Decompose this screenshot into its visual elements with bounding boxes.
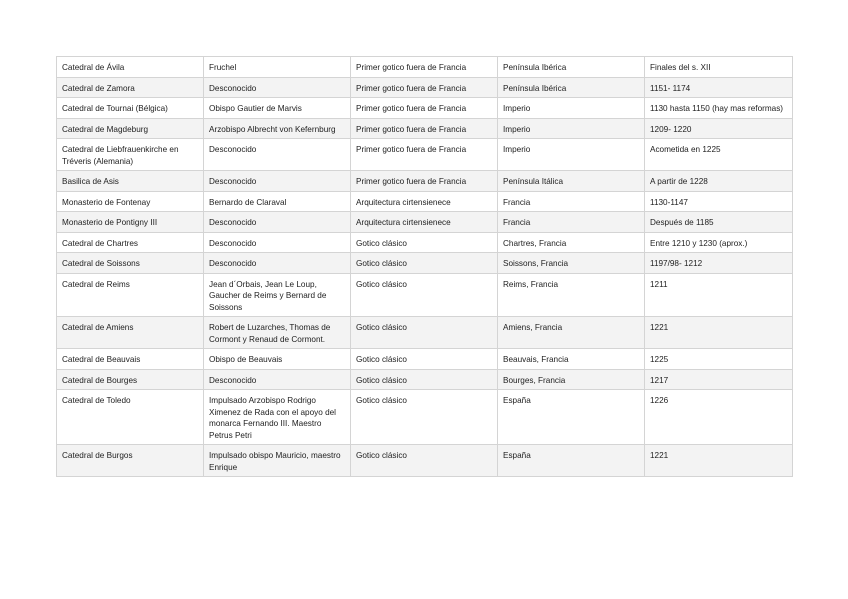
table-cell-date: 1197/98- 1212 <box>645 253 793 274</box>
table-row <box>57 191 793 212</box>
table-row <box>57 77 793 98</box>
table-cell-building: Catedral de Burgos <box>57 445 204 477</box>
table-row <box>57 349 793 370</box>
table-cell-style: Gotico clásico <box>351 369 498 390</box>
table-cell-location: España <box>498 445 645 477</box>
table-cell-date: 1217 <box>645 369 793 390</box>
table-cell-style: Gotico clásico <box>351 390 498 445</box>
table-cell-location: Imperio <box>498 139 645 171</box>
table-cell-location: Francia <box>498 212 645 233</box>
table-cell-style: Arquitectura cirtensienece <box>351 212 498 233</box>
table-row <box>57 98 793 119</box>
table-cell-location: Amiens, Francia <box>498 317 645 349</box>
table-cell-architect: Jean d´Orbais, Jean Le Loup, Gaucher de Reims y Bernard de Soissons <box>204 273 351 317</box>
table-cell-building: Catedral de Chartres <box>57 232 204 253</box>
table-row <box>57 171 793 192</box>
table-cell-architect: Desconocido <box>204 139 351 171</box>
table-cell-architect: Impulsado obispo Mauricio, maestro Enrique <box>204 445 351 477</box>
table-cell-date: 1226 <box>645 390 793 445</box>
table-cell-location: Francia <box>498 191 645 212</box>
table-cell-location: Bourges, Francia <box>498 369 645 390</box>
table-cell-architect: Bernardo de Claraval <box>204 191 351 212</box>
table-cell-architect: Desconocido <box>204 253 351 274</box>
table-cell-style: Gotico clásico <box>351 273 498 317</box>
table-row <box>57 317 793 349</box>
table-cell-style: Primer gotico fuera de Francia <box>351 98 498 119</box>
table-cell-building: Catedral de Bourges <box>57 369 204 390</box>
table-cell-building: Catedral de Tournai (Bélgica) <box>57 98 204 119</box>
table-cell-building: Catedral de Soissons <box>57 253 204 274</box>
table-cell-date: 1221 <box>645 445 793 477</box>
table-cell-architect: Obispo Gautier de Marvis <box>204 98 351 119</box>
cathedrals-table <box>56 56 793 477</box>
table-row <box>57 253 793 274</box>
table-cell-location: Soissons, Francia <box>498 253 645 274</box>
table-cell-date: A partir de 1228 <box>645 171 793 192</box>
table-row <box>57 57 793 78</box>
table-cell-style: Primer gotico fuera de Francia <box>351 139 498 171</box>
table-cell-building: Monasterio de Fontenay <box>57 191 204 212</box>
table-cell-date: 1211 <box>645 273 793 317</box>
table-cell-style: Primer gotico fuera de Francia <box>351 118 498 139</box>
table-cell-style: Gotico clásico <box>351 317 498 349</box>
table-row <box>57 390 793 445</box>
table-row <box>57 139 793 171</box>
table-cell-architect: Desconocido <box>204 212 351 233</box>
table-cell-date: 1151- 1174 <box>645 77 793 98</box>
table-row <box>57 212 793 233</box>
table-cell-building: Catedral de Beauvais <box>57 349 204 370</box>
table-row <box>57 445 793 477</box>
table-cell-style: Gotico clásico <box>351 445 498 477</box>
table-cell-architect: Desconocido <box>204 77 351 98</box>
table-cell-location: Imperio <box>498 118 645 139</box>
table-cell-location: Península Ibérica <box>498 57 645 78</box>
table-cell-location: España <box>498 390 645 445</box>
table-cell-building: Catedral de Ávila <box>57 57 204 78</box>
table-cell-date: 1209- 1220 <box>645 118 793 139</box>
table-cell-building: Basilica de Asis <box>57 171 204 192</box>
table-cell-style: Primer gotico fuera de Francia <box>351 57 498 78</box>
table-cell-architect: Desconocido <box>204 171 351 192</box>
table-cell-architect: Arzobispo Albrecht von Kefernburg <box>204 118 351 139</box>
table-cell-style: Arquitectura cirtensienece <box>351 191 498 212</box>
table-cell-location: Reims, Francia <box>498 273 645 317</box>
table-cell-location: Chartres, Francia <box>498 232 645 253</box>
table-cell-date: Entre 1210 y 1230 (aprox.) <box>645 232 793 253</box>
table-cell-date: Finales del s. XII <box>645 57 793 78</box>
table-cell-location: Imperio <box>498 98 645 119</box>
table-cell-date: Después de 1185 <box>645 212 793 233</box>
table-cell-architect: Fruchel <box>204 57 351 78</box>
table-cell-architect: Robert de Luzarches, Thomas de Cormont y Renaud de Cormont. <box>204 317 351 349</box>
table-cell-location: Península Ibérica <box>498 77 645 98</box>
table-cell-architect: Desconocido <box>204 232 351 253</box>
table-cell-building: Catedral de Toledo <box>57 390 204 445</box>
table-cell-style: Gotico clásico <box>351 253 498 274</box>
table-cell-location: Beauvais, Francia <box>498 349 645 370</box>
table-cell-building: Catedral de Zamora <box>57 77 204 98</box>
table-cell-building: Catedral de Amiens <box>57 317 204 349</box>
table-row <box>57 232 793 253</box>
table-cell-building: Catedral de Magdeburg <box>57 118 204 139</box>
table-cell-date: 1225 <box>645 349 793 370</box>
table-cell-style: Primer gotico fuera de Francia <box>351 77 498 98</box>
table-cell-style: Gotico clásico <box>351 232 498 253</box>
table-row <box>57 118 793 139</box>
table-cell-date: 1130 hasta 1150 (hay mas reformas) <box>645 98 793 119</box>
table-cell-style: Gotico clásico <box>351 349 498 370</box>
table-cell-style: Primer gotico fuera de Francia <box>351 171 498 192</box>
table-cell-architect: Desconocido <box>204 369 351 390</box>
table-cell-building: Catedral de Liebfrauenkirche en Tréveris (Alemania) <box>57 139 204 171</box>
table-cell-date: Acometida en 1225 <box>645 139 793 171</box>
table-cell-architect: Obispo de Beauvais <box>204 349 351 370</box>
table-row <box>57 369 793 390</box>
table-cell-building: Catedral de Reims <box>57 273 204 317</box>
table-cell-date: 1221 <box>645 317 793 349</box>
table-cell-date: 1130-1147 <box>645 191 793 212</box>
table-cell-architect: Impulsado Arzobispo Rodrigo Ximenez de Rada con el apoyo del monarca Fernando III. Maestro Petrus Petri <box>204 390 351 445</box>
table-cell-location: Península Itálica <box>498 171 645 192</box>
table-cell-building: Monasterio de Pontigny III <box>57 212 204 233</box>
table-row <box>57 273 793 317</box>
